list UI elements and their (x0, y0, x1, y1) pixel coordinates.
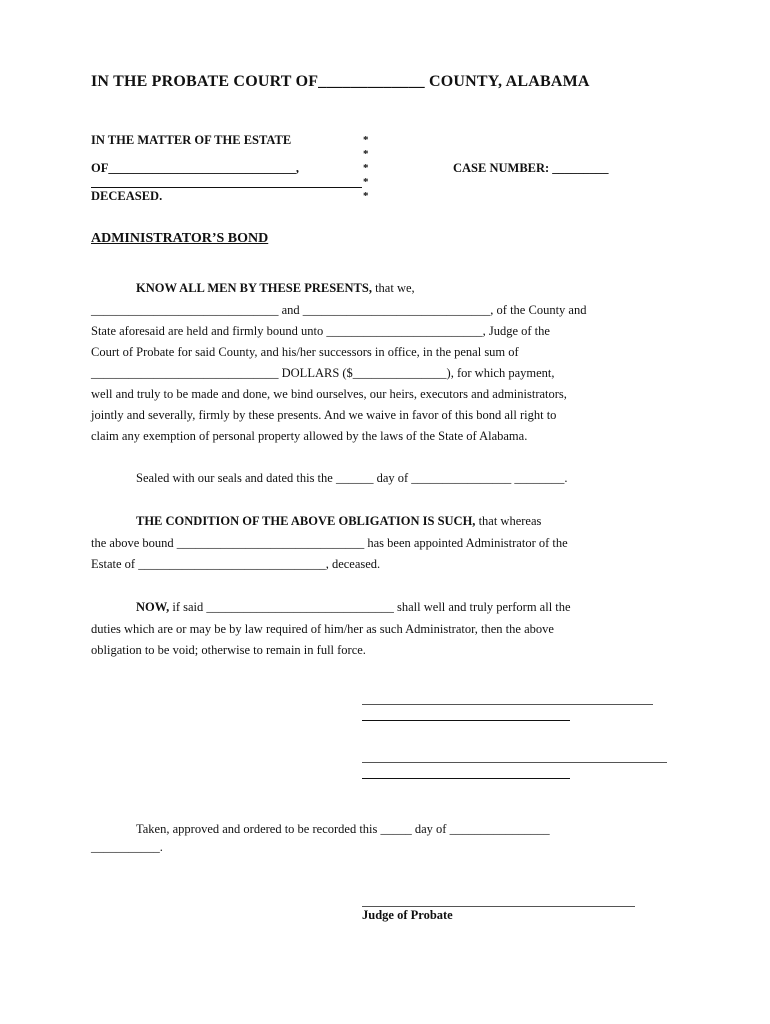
p1-line-6: well and truly to be made and done, we bind ourselves, our heirs, executors and administrators, (91, 387, 567, 401)
p1-line-2: ______________________________ and ______________________________, of the County and (91, 303, 587, 317)
condition-line-3: Estate of ______________________________, deceased. (91, 557, 381, 571)
signature-line-1 (362, 704, 653, 705)
p1-line-4: Court of Probate for said County, and his/her successors in office, in the penal sum of (91, 345, 519, 359)
now-line-2: duties which are or may be by law required of him/her as such Administrator, then the above (91, 622, 554, 636)
condition-lead-bold: THE CONDITION OF THE ABOVE OBLIGATION IS SUCH, (136, 514, 476, 528)
signature-underline-2 (362, 778, 570, 779)
caption-star: * (363, 176, 369, 188)
judge-signature-line (362, 906, 635, 907)
condition-line-2: the above bound ______________________________ has been appointed Administrator of the (91, 536, 568, 550)
condition-line-1 (136, 514, 541, 529)
document-heading: ADMINISTRATOR’S BOND (91, 231, 269, 246)
caption-estate-line: IN THE MATTER OF THE ESTATE (91, 133, 292, 147)
caption-deceased: DECEASED. (91, 189, 163, 203)
now-line-3: obligation to be void; otherwise to remain in full force. (91, 643, 366, 657)
caption-of-line: OF______________________________, (91, 161, 299, 175)
decedent-name-line (91, 187, 362, 188)
p1-line-3: State aforesaid are held and firmly bound unto _________________________, Judge of the (91, 324, 550, 338)
p1-line-1 (136, 281, 415, 296)
p1-lead-bold: KNOW ALL MEN BY THESE PRESENTS, (136, 281, 372, 295)
signature-underline-1 (362, 720, 570, 721)
now-lead-bold: NOW, (136, 600, 170, 614)
signature-line-2 (362, 762, 667, 763)
caption-star: * (363, 162, 369, 174)
p1-lead-rest: that we, (371, 281, 415, 295)
now-lead-rest: if said ______________________________ shall well and truly perform all the (169, 600, 571, 614)
case-number: CASE NUMBER: _________ (453, 161, 609, 175)
caption-star: * (363, 190, 369, 202)
caption-star: * (363, 134, 369, 146)
approved-line-2: ___________. (91, 840, 163, 854)
court-title: IN THE PROBATE COURT OF_____________ COUNTY, ALABAMA (91, 73, 590, 90)
judge-of-probate-label: Judge of Probate (362, 908, 453, 922)
now-line-1 (136, 600, 571, 615)
approved-line-1: Taken, approved and ordered to be recorded this _____ day of ________________ (136, 822, 550, 836)
sealed-line: Sealed with our seals and dated this the ______ day of ________________ ________. (136, 471, 568, 485)
p1-line-8: claim any exemption of personal property allowed by the laws of the State of Alabama. (91, 429, 528, 443)
p1-line-5: ______________________________ DOLLARS ($_______________), for which payment, (91, 366, 555, 380)
condition-lead-rest: that whereas (475, 514, 542, 528)
caption-star: * (363, 148, 369, 160)
p1-line-7: jointly and severally, firmly by these presents. And we waive in favor of this bond all right to (91, 408, 557, 422)
